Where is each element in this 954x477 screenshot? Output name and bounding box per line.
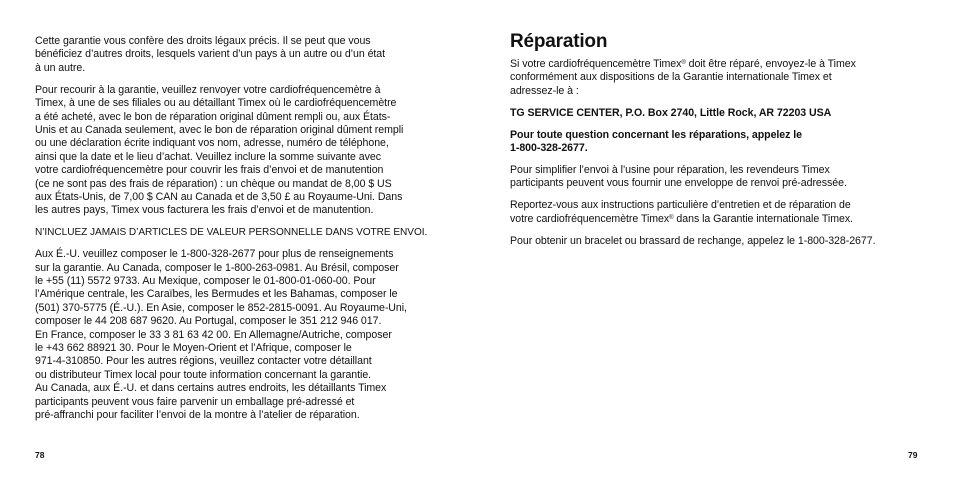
prepaid-envelope-paragraph: Pour simplifier l’envoi à l’usine pour réparation, les revendeurs Timex participants peuvent vous fournir une enveloppe de renvoi pré-adressée. bbox=[510, 163, 847, 190]
valuables-warning: N’INCLUEZ JAMAIS D’ARTICLES DE VALEUR PERSONNELLE DANS VOTRE ENVOI. bbox=[35, 227, 428, 239]
repair-intro bbox=[510, 58, 922, 98]
service-address: TG SERVICE CENTER, P.O. Box 2740, Little Rock, AR 72203 USA bbox=[510, 106, 832, 119]
replacement-band-paragraph: Pour obtenir un bracelet ou brassard de rechange, appelez le 1-800-328-2677. bbox=[510, 234, 876, 247]
contact-numbers-paragraph: Aux É.-U. veuillez composer le 1-800-328-2677 pour plus de renseignements sur la garantie. Au Canada, composer le 1-800-263-0981. Au Brésil, composer le +55 (11) 5572 9733. Au Mexique, composer le 01-800-01-060-00. Pour l’Amérique centrale, les Caraïbes, les Bermudes et les Bahamas, composer le (501) 370-5775 (É.-U.). En Asie, composer le 852-2815-0091. Au Royaume-Uni, composer le 44 208 687 9620. Au Portugal, composer le 351 212 946 017. En France, composer le 33 3 81 63 42 00. En Allemagne/Autriche, composer le +43 662 88921 30. Pour le Moyen-Orient et l’Afrique, composer le 971-4-310850. Pour les autres régions, veuillez contacter votre détaillant ou distributeur Timex local pour toute information concernant la garantie. Au Canada, aux É.-U. et dans certains autres endroits, les détaillants Timex participants peuvent vous faire parvenir un emballage pré-adressé et pré-affranchi pour faciliter l’envoi de la montre à l’atelier de réparation. bbox=[35, 248, 407, 422]
left-page-text bbox=[35, 35, 447, 431]
repair-section bbox=[510, 58, 922, 248]
rights-paragraph: Cette garantie vous confère des droits légaux précis. Il se peut que vous bénéficiez d’autres droits, lesquels varient d’un pays à un autre ou d’un état à un autre. bbox=[35, 35, 386, 74]
care-instructions-start: Reportez-vous aux instructions particulière d’entretien et de réparation de votre cardiofréquencemètre Timex bbox=[510, 199, 851, 225]
repair-intro-end: doit être réparé, envoyez-le à Timex conformément aux dispositions de la Garantie internationale Timex et adressez-le à : bbox=[510, 58, 856, 97]
right-page-text bbox=[510, 31, 922, 260]
page-number-right: 79 bbox=[908, 450, 918, 460]
page-number-left: 78 bbox=[35, 450, 45, 460]
care-instructions-end: dans la Garantie internationale Timex. bbox=[673, 212, 853, 225]
page-title: Réparation bbox=[510, 31, 608, 52]
warranty-return-paragraph: Pour recourir à la garantie, veuillez renvoyer votre cardiofréquencemètre à Timex, à une de ses filiales ou au détaillant Timex où le cardiofréquencemètre a été acheté, avec le bon de réparation original dûment rempli ou, aux États- Unis et au Canada seulement, avec le bon de réparation original dûment rempli ou une déclaration écrite indiquant vos nom, adresse, numéro de téléphone, ainsi que la date et le lieu d’achat. Veuillez inclure la somme suivante avec votre cardiofréquencemètre pour couvrir les frais d’envoi et de manutention (ce ne sont pas des frais de réparation) : un chèque ou mandat de 8,00 $ US aux États-Unis, de 7,00 $ CAN au Canada et de 3,50 £ au Royaume-Uni. Dans les autres pays, Timex vous facturera les frais d’envoi et de manutention. bbox=[35, 83, 404, 217]
registered-mark: ® bbox=[681, 60, 686, 66]
repair-intro-start: Si votre cardiofréquencemètre Timex bbox=[510, 58, 682, 70]
registered-mark: ® bbox=[669, 214, 674, 221]
care-instructions-paragraph bbox=[510, 199, 922, 226]
repair-questions: Pour toute question concernant les réparations, appelez le 1-800-328-2677. bbox=[510, 128, 803, 155]
